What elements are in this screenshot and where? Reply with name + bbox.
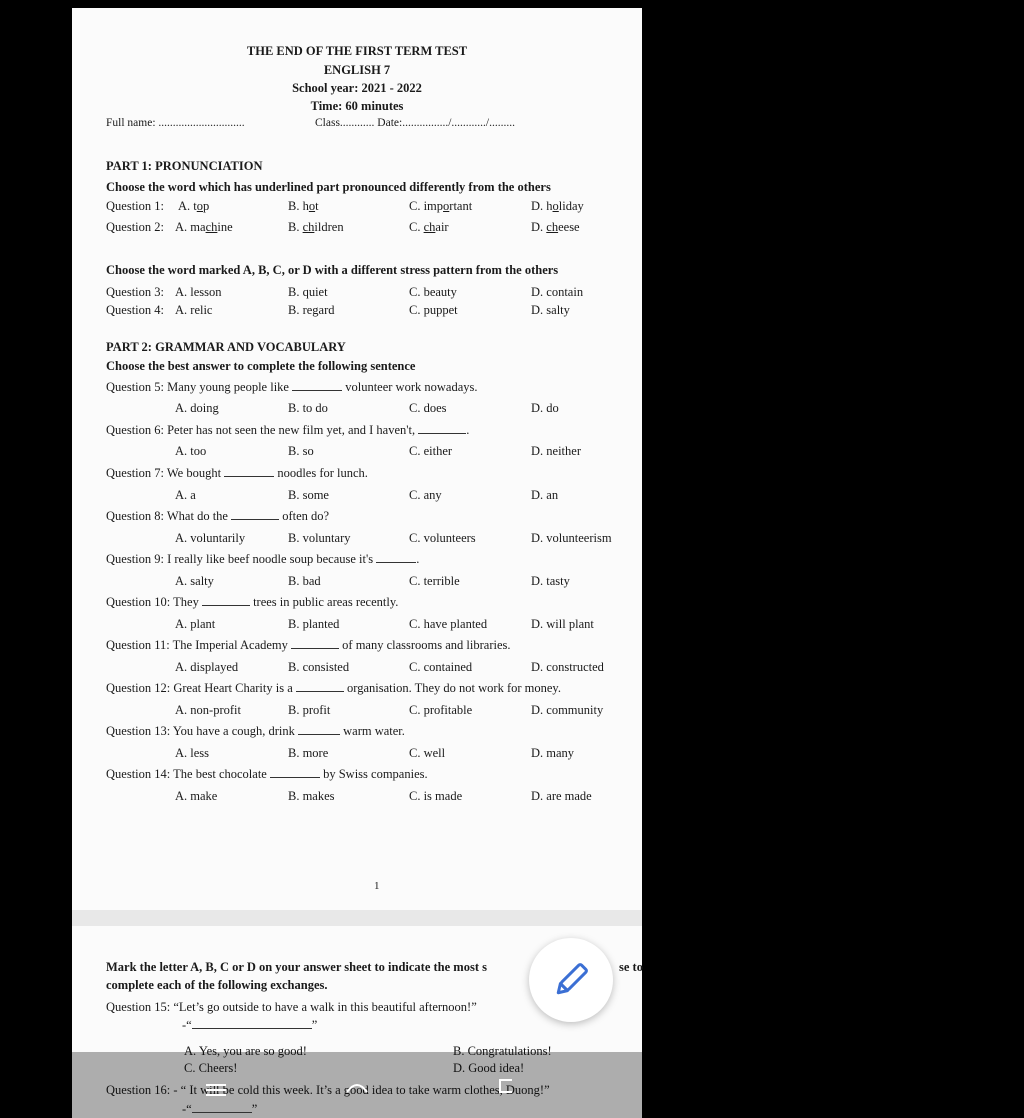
q14-option-d: D. are made (531, 789, 592, 803)
q4-option-a: A. relic (175, 303, 213, 317)
page2-instruction-line1: Mark the letter A, B, C or D on your answer sheet to indicate the most s (106, 960, 487, 974)
q9-option-c: C. terrible (409, 574, 460, 588)
q7-option-c: C. any (409, 488, 442, 502)
part1-instruction-1: Choose the word which has underlined part pronounced differently from the others (106, 180, 551, 194)
q12-option-a: A. non-profit (175, 703, 241, 717)
q6-option-a: A. too (175, 444, 207, 458)
page-gap (72, 910, 642, 926)
q1-option-d: D. holiday (531, 199, 584, 213)
home-icon[interactable] (343, 1076, 371, 1096)
q8-option-c: C. volunteers (409, 531, 476, 545)
q9-stem: Question 9: I really like beef noodle soup because it's . (106, 552, 420, 566)
q7-option-a: A. a (175, 488, 196, 502)
q8-option-b: B. voluntary (288, 531, 351, 545)
test-title: THE END OF THE FIRST TERM TEST (246, 44, 468, 58)
q6-option-b: B. so (288, 444, 314, 458)
q10-stem: Question 10: They trees in public areas recently. (106, 595, 399, 609)
q14-option-a: A. make (175, 789, 218, 803)
q9-option-d: D. tasty (531, 574, 570, 588)
q11-option-a: A. displayed (175, 660, 239, 674)
q10-option-d: D. will plant (531, 617, 594, 631)
q13-option-a: A. less (175, 746, 210, 760)
q6-option-c: C. either (409, 444, 453, 458)
pencil-icon (551, 960, 591, 1000)
q1-option-c: C. important (409, 199, 473, 213)
q4-label: Question 4: (106, 303, 164, 317)
q2-option-a: A. machine (175, 220, 233, 234)
q13-option-c: C. well (409, 746, 446, 760)
test-page-1 (72, 8, 642, 910)
q12-stem: Question 12: Great Heart Charity is a organisation. They do not work for money. (106, 681, 561, 695)
q3-label: Question 3: (106, 285, 164, 299)
q10-option-a: A. plant (175, 617, 216, 631)
bottom-toolbar-overlay (72, 1044, 642, 1118)
q13-option-b: B. more (288, 746, 329, 760)
class-date-field: Class............ Date:................/............/......... (315, 117, 515, 129)
q2-option-b: B. children (288, 220, 344, 234)
q3-option-d: D. contain (531, 285, 584, 299)
q6-option-d: D. neither (531, 444, 581, 458)
q11-option-c: C. contained (409, 660, 473, 674)
q2-label: Question 2: (106, 220, 164, 234)
q14-stem: Question 14: The best chocolate by Swiss companies. (106, 767, 428, 781)
q1-option-a: A. top (178, 199, 210, 213)
q14-option-c: C. is made (409, 789, 463, 803)
q13-stem: Question 13: You have a cough, drink warm water. (106, 724, 405, 738)
q14-option-b: B. makes (288, 789, 335, 803)
q2-option-d: D. cheese (531, 220, 580, 234)
q12-option-d: D. community (531, 703, 604, 717)
q16-answer-line: -“ ” (182, 1102, 258, 1116)
q15-option-d: D. Good idea! (453, 1061, 525, 1075)
back-icon[interactable] (492, 1076, 520, 1096)
q5-option-a: A. doing (175, 401, 219, 415)
q1-option-b: B. hot (288, 199, 319, 213)
page2-instruction-line2: complete each of the following exchanges. (106, 978, 328, 992)
school-year: School year: 2021 - 2022 (292, 81, 422, 95)
subject: ENGLISH 7 (323, 63, 391, 77)
q4-option-b: B. regard (288, 303, 335, 317)
q12-option-b: B. profit (288, 703, 331, 717)
q3-option-b: B. quiet (288, 285, 328, 299)
q8-stem: Question 8: What do the often do? (106, 509, 330, 523)
q9-option-a: A. salty (175, 574, 214, 588)
q11-option-b: B. consisted (288, 660, 350, 674)
full-name-field: Full name: .............................. (106, 117, 245, 129)
q15-option-c: C. Cheers! (184, 1061, 238, 1075)
q8-option-a: A. voluntarily (175, 531, 246, 545)
edit-fab[interactable] (529, 938, 613, 1022)
part1-title: PART 1: PRONUNCIATION (106, 159, 263, 173)
q1-label: Question 1: (106, 199, 164, 213)
q10-option-b: B. planted (288, 617, 340, 631)
q7-option-b: B. some (288, 488, 329, 502)
q2-option-c: C. chair (409, 220, 449, 234)
q5-option-b: B. to do (288, 401, 328, 415)
q15-stem: Question 15: “Let’s go outside to have a walk in this beautiful afternoon!” (106, 1000, 477, 1014)
q15-option-a: A. Yes, you are so good! (184, 1044, 307, 1058)
part2-instruction: Choose the best answer to complete the following sentence (106, 359, 416, 373)
q7-stem: Question 7: We bought noodles for lunch. (106, 466, 368, 480)
q4-option-d: D. salty (531, 303, 570, 317)
page2-instruction-tail: se to (619, 960, 643, 974)
part1-instruction-2: Choose the word marked A, B, C, or D with a different stress pattern from the others (106, 263, 559, 277)
q3-option-c: C. beauty (409, 285, 457, 299)
menu-icon[interactable] (202, 1080, 230, 1100)
page-number: 1 (374, 880, 380, 892)
q11-option-d: D. constructed (531, 660, 604, 674)
q5-option-d: D. do (531, 401, 559, 415)
part2-title: PART 2: GRAMMAR AND VOCABULARY (106, 340, 346, 354)
q16-stem: Question 16: - “ It will be cold this week. It’s a good idea to take warm clothes, Duong!” (106, 1083, 550, 1097)
q11-stem: Question 11: The Imperial Academy of many classrooms and libraries. (106, 638, 511, 652)
q8-option-d: D. volunteerism (531, 531, 612, 545)
q13-option-d: D. many (531, 746, 575, 760)
q12-option-c: C. profitable (409, 703, 473, 717)
q10-option-c: C. have planted (409, 617, 488, 631)
q6-stem: Question 6: Peter has not seen the new film yet, and I haven't, . (106, 423, 470, 437)
time-limit: Time: 60 minutes (310, 99, 404, 113)
q15-answer-line: -“ ” (182, 1018, 318, 1032)
q7-option-d: D. an (531, 488, 559, 502)
q9-option-b: B. bad (288, 574, 321, 588)
q5-option-c: C. does (409, 401, 447, 415)
q4-option-c: C. puppet (409, 303, 458, 317)
q15-option-b: B. Congratulations! (453, 1044, 552, 1058)
q5-stem: Question 5: Many young people like volunteer work nowadays. (106, 380, 478, 394)
q3-option-a: A. lesson (175, 285, 222, 299)
